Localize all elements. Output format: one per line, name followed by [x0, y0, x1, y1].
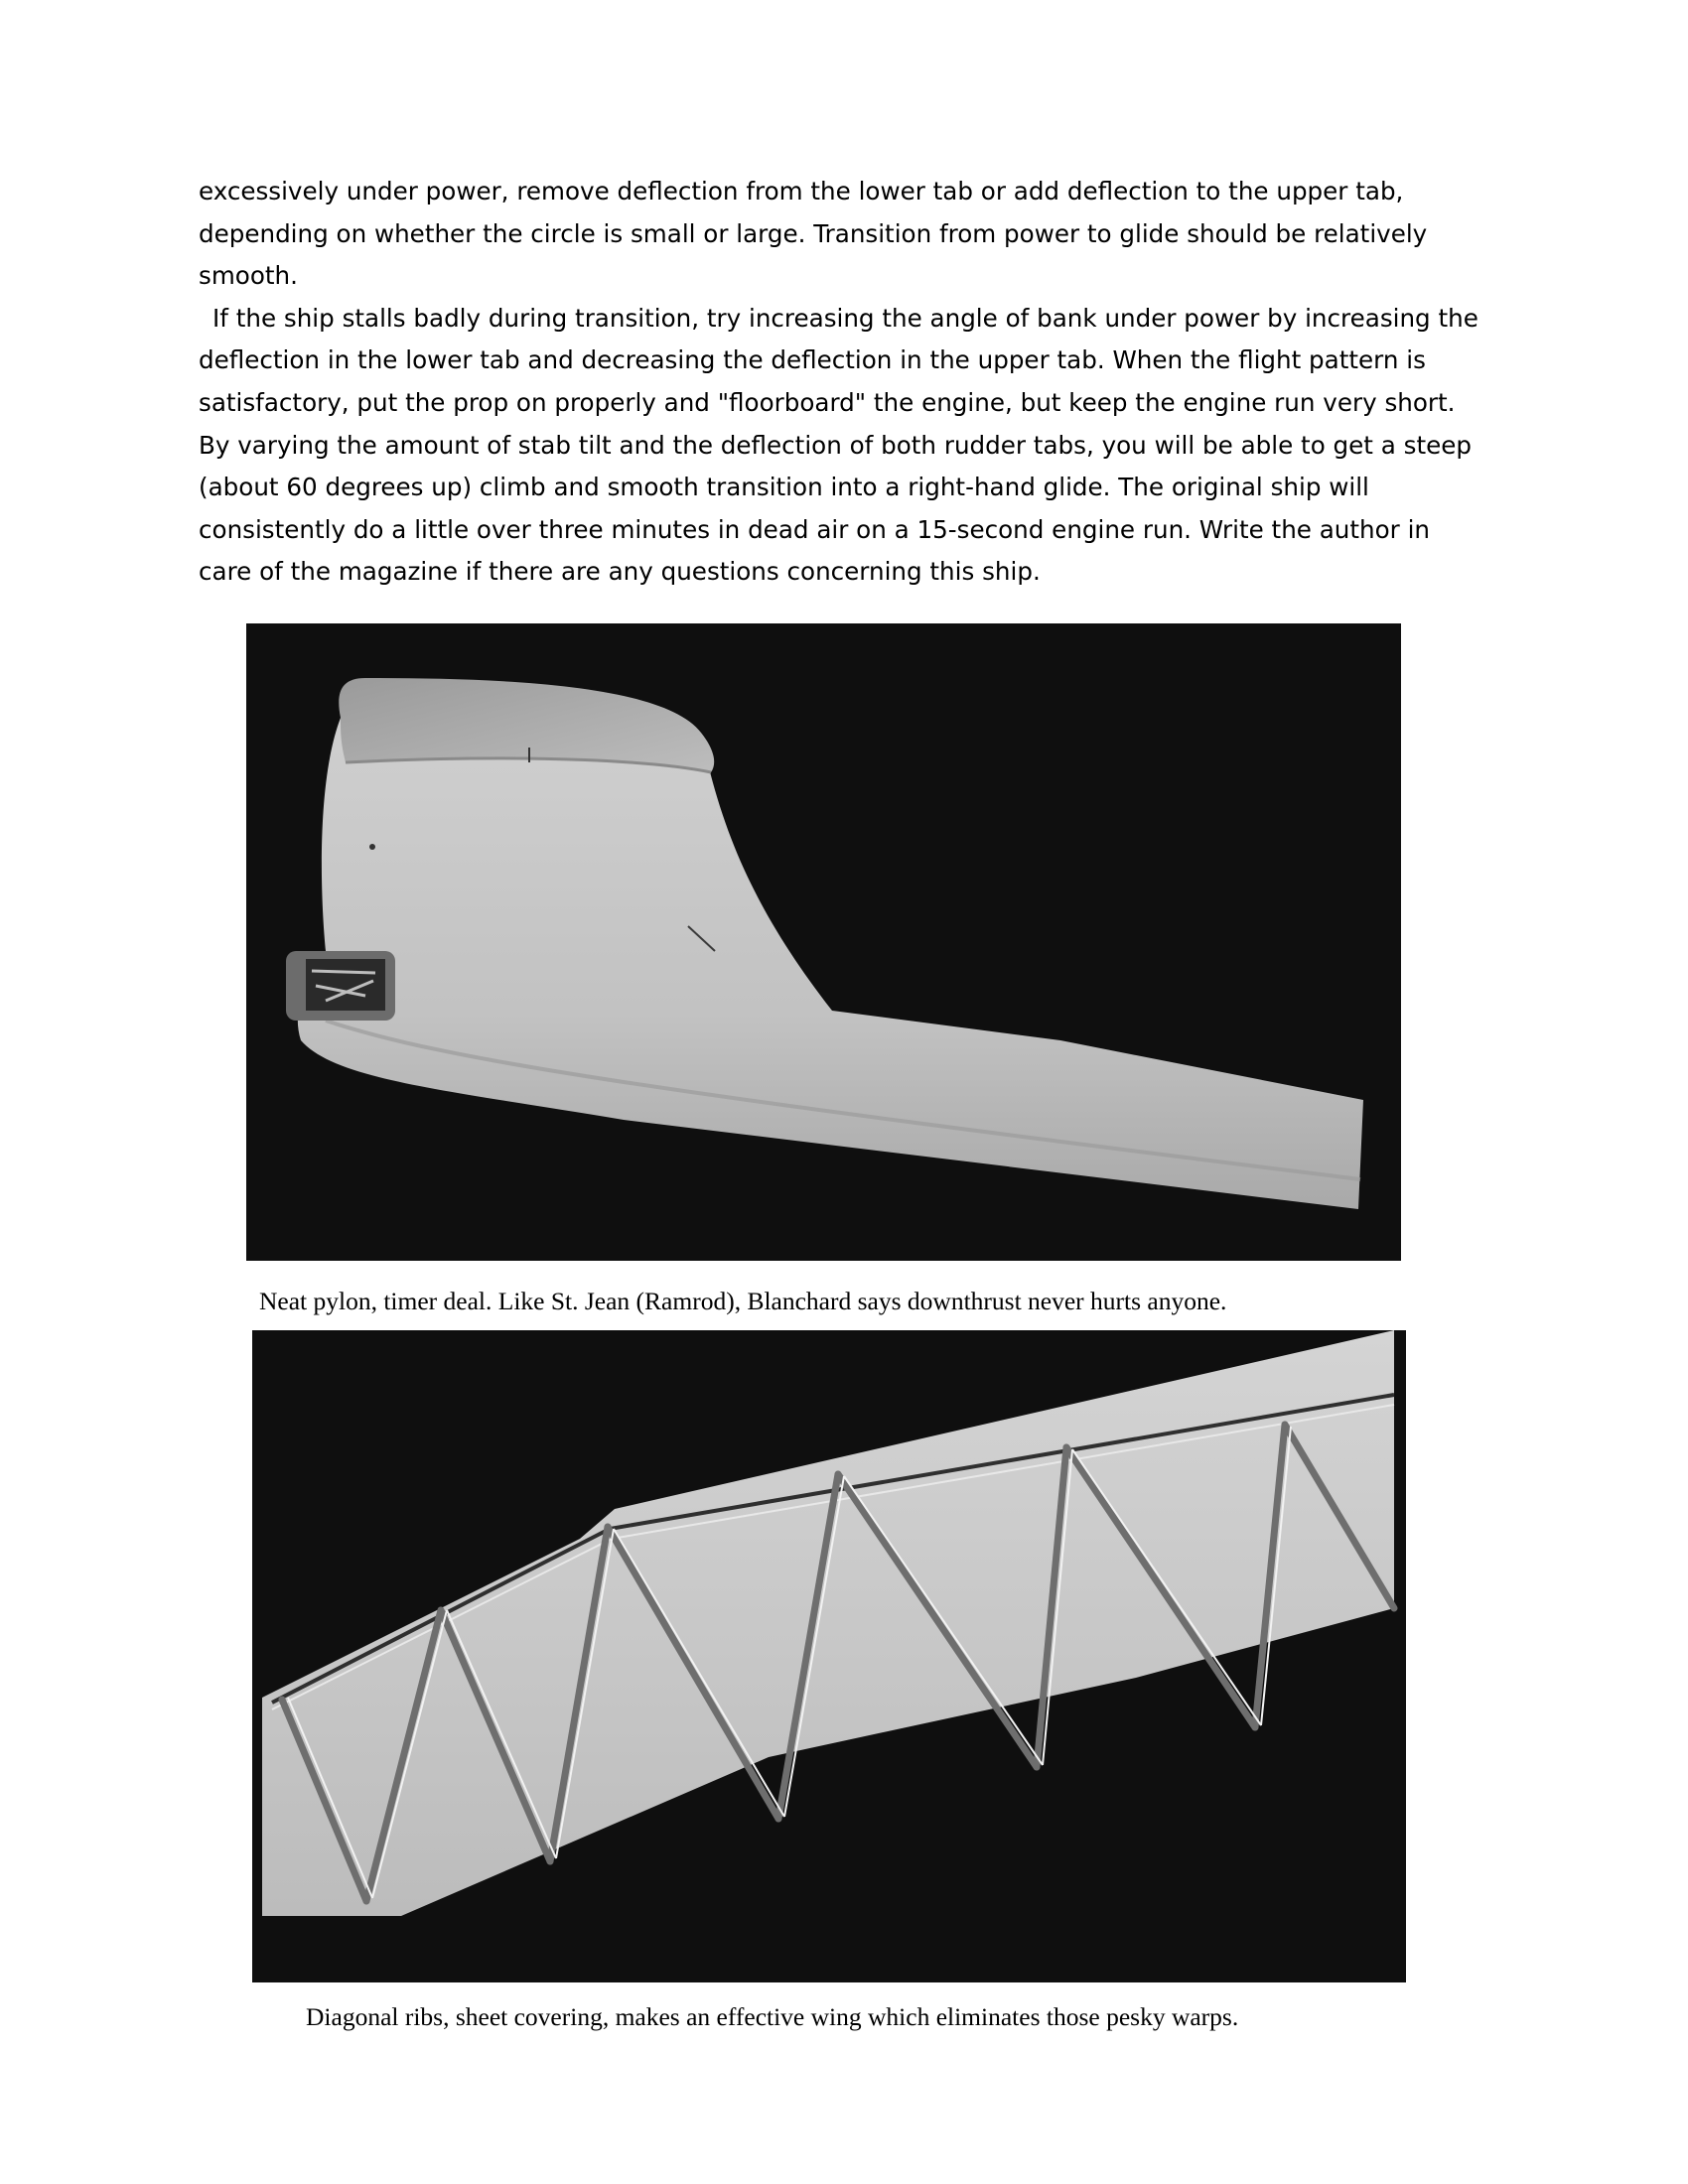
- pylon-photo: [246, 623, 1401, 1261]
- paragraph-2: If the ship stalls badly during transition, try increasing the angle of bank under power by increasing the deflection in the lower tab and decreasing the deflection in the upper tab. When the flight pattern is satisfactory, put the prop on properly and "floorboard" the engine, but keep the engine run very short. By varying the amount of stab tilt and the deflection of both rudder tabs, you will be able to get a steep (about 60 degrees up) climb and smooth transition into a right-hand glide. The original ship will consistently do a little over three minutes in dead air on a 15-second engine run. Write the author in care of the magazine if there are any questions concerning this ship.: [199, 303, 1478, 587]
- pylon-photo-image: [246, 623, 1401, 1261]
- paragraph-1: excessively under power, remove deflection from the lower tab or add deflection to the upper tab, depending on whether the circle is small or large. Transition from power to glide should be relatively smooth.: [199, 177, 1428, 291]
- body-text: [199, 171, 1489, 594]
- wing-ribs-photo: [252, 1330, 1406, 1982]
- figure-caption-1: Neat pylon, timer deal. Like St. Jean (Ramrod), Blanchard says downthrust never hurts anyone.: [259, 1287, 1227, 1315]
- wing-ribs-photo-image: [252, 1330, 1406, 1982]
- figure-caption-2: Diagonal ribs, sheet covering, makes an effective wing which eliminates those pesky warps.: [306, 2002, 1239, 2031]
